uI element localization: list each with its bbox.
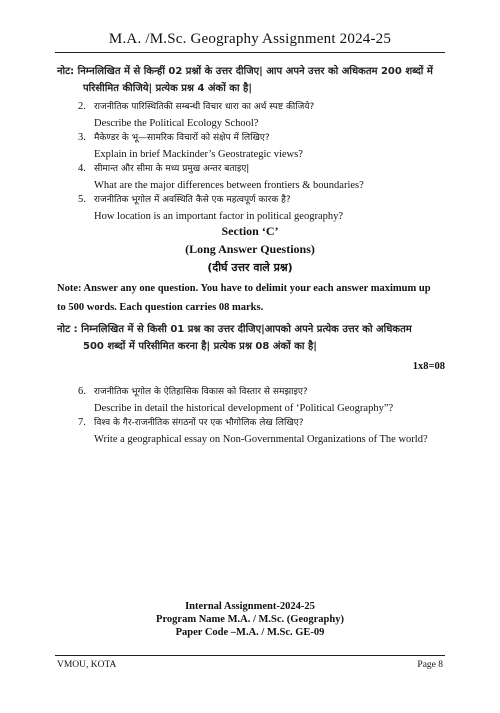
- header-divider: [55, 52, 445, 53]
- section-c-note-english: [57, 279, 457, 317]
- note-hindi-line-2: 500 शब्दों में परिसीमित करना है| प्रत्येक प्रश्न 08 अंकों का है|: [83, 341, 317, 352]
- question-english: How location is an important factor in political geography?: [94, 211, 344, 222]
- question-english: What are the major differences between frontiers & boundaries?: [94, 180, 364, 191]
- section-b-note-hindi: [57, 63, 447, 97]
- page-number: Page 8: [417, 660, 443, 670]
- question-hindi: राजनीतिक भूगोल में अवस्थिति कैसे एक महत्वपूर्ण कारक है?: [94, 195, 291, 205]
- note-english-line-2: to 500 words. Each question carries 08 marks.: [57, 302, 264, 313]
- question-number: 5.: [78, 194, 86, 205]
- section-c-subtitle: (Long Answer Questions): [185, 242, 315, 256]
- question-number: 4.: [78, 163, 86, 174]
- assignment-info-line-1: Internal Assignment-2024-25: [185, 601, 315, 612]
- question-hindi: मैकेण्डर के भू—सामरिक विचारों को संक्षेप में लिखिए?: [94, 133, 270, 143]
- question-number: 2.: [78, 101, 86, 112]
- question-english: Describe in detail the historical development of ‘Political Geography”?: [94, 403, 394, 414]
- question-hindi: राजनीतिक पारिस्थितिकी सम्बन्धी विचार धारा का अर्थ स्पष्ट कीजिये?: [94, 102, 315, 112]
- note-english-line-1: Note: Answer any one question. You have to delimit your each answer maximum up: [57, 283, 431, 294]
- question-english: Explain in brief Mackinder’s Geostrategic views?: [94, 149, 303, 160]
- assignment-info-line-2: Program Name M.A. / M.Sc. (Geography): [156, 614, 344, 625]
- question-number: 6.: [78, 386, 86, 397]
- question-english: Describe the Political Ecology School?: [94, 118, 259, 129]
- footer-institution: VMOU, KOTA: [57, 660, 117, 670]
- question-english: Write a geographical essay on Non-Governmental Organizations of The world?: [94, 434, 428, 445]
- section-c-title: Section ‘C’: [221, 224, 279, 238]
- note-hindi-line-1: नोट: निम्नलिखित में से किन्हीं 02 प्रश्नों के उत्तर दीजिए| आप अपने उत्तर को अधिकतम 200 शब्दों में: [57, 66, 433, 77]
- question-hindi: विश्व के गैर-राजनीतिक संगठनों पर एक भौगोलिक लेख लिखिए?: [94, 418, 304, 428]
- marks-distribution: 1x8=08: [412, 361, 445, 372]
- question-number: 7.: [78, 417, 86, 428]
- question-hindi: सीमान्त और सीमा के मध्य प्रमुख अन्तर बताइए|: [94, 164, 250, 174]
- note-hindi-line-2: परिसीमित कीजिये| प्रत्येक प्रश्न 4 अंकों का है|: [83, 83, 253, 94]
- footer-divider: [55, 655, 445, 656]
- section-c-note-hindi: [57, 321, 457, 355]
- assignment-info: [0, 600, 500, 639]
- section-c-subtitle-hindi: (दीर्घ उत्तर वाले प्रश्न): [207, 261, 293, 274]
- page-title: M.A. /M.Sc. Geography Assignment 2024-25: [108, 31, 392, 47]
- assignment-info-line-3: Paper Code –M.A. / M.Sc. GE-09: [175, 627, 325, 638]
- question-number: 3.: [78, 132, 86, 143]
- note-hindi-line-1: नोट : निम्नलिखित में से किसी 01 प्रश्न का उत्तर दीजिए|आपको अपने प्रत्येक उत्तर को अधिकतम: [57, 324, 412, 335]
- question-hindi: राजनीतिक भूगोल के ऐतिहासिक विकास को विस्तार से समझाइए?: [94, 387, 308, 397]
